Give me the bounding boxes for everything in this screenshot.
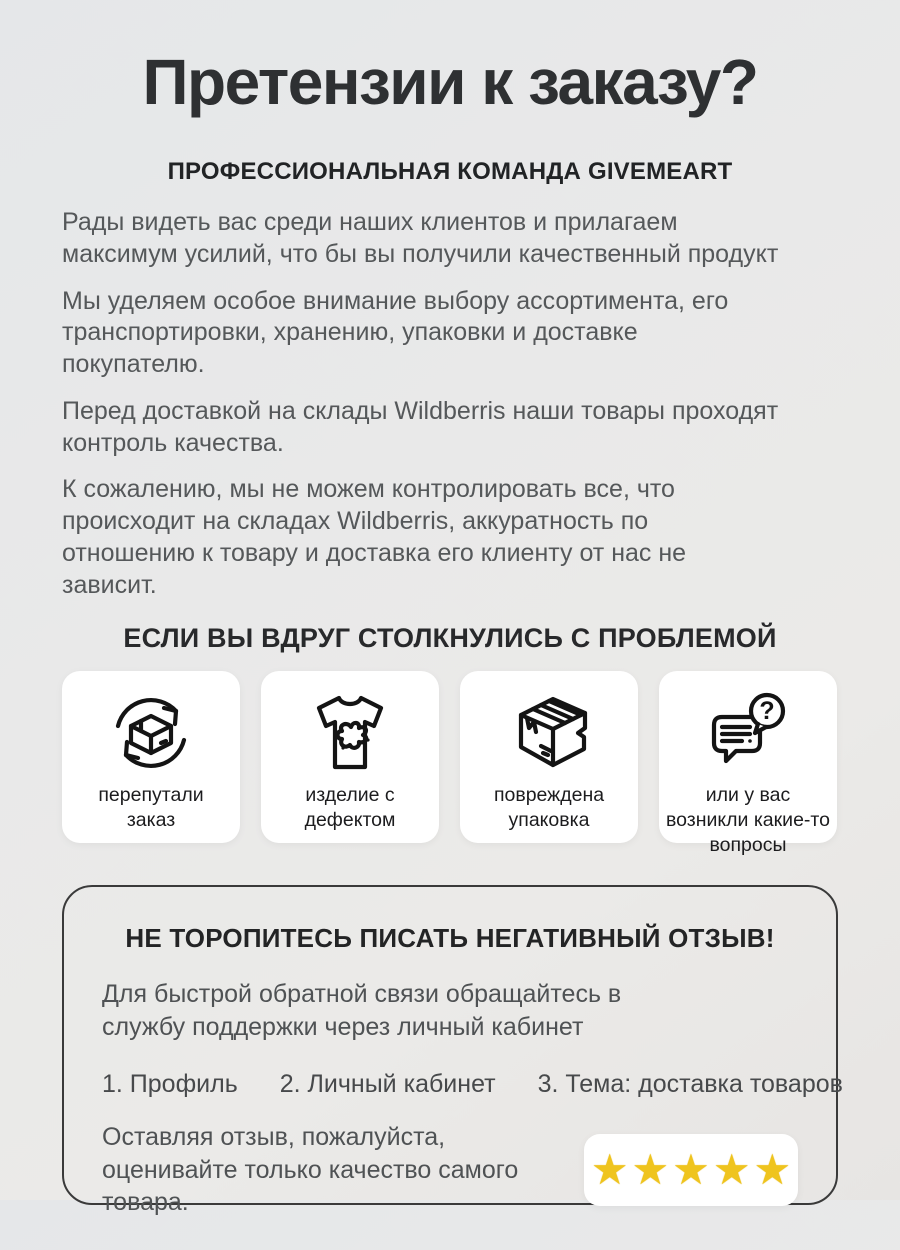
intro-paragraph-4: К сожалению, мы не можем контролировать все, что происходит на складах Wildberris, аккуратность по отношению к товару и доставка его клиенту от нас не зависит.	[62, 475, 687, 599]
damaged-box-icon	[501, 685, 597, 781]
intro-paragraphs	[62, 207, 838, 601]
notice-footer	[102, 1121, 798, 1219]
infographic-page	[0, 46, 900, 1250]
review-notice-box	[62, 885, 843, 1217]
card-label: или у вас возникли какие-то вопросы	[666, 784, 830, 857]
card-label: изделие с дефектом	[304, 784, 396, 832]
intro-paragraph-3: Перед доставкой на склады Wildberris наши товары проходят контроль качества.	[62, 396, 779, 457]
problem-cards	[62, 671, 838, 857]
star-icon: ★	[672, 1146, 710, 1193]
card-wrong-order	[62, 671, 240, 843]
card-label: повреждена упаковка	[493, 784, 605, 832]
notice-title: НЕ ТОРОПИТЕСЬ ПИСАТЬ НЕГАТИВНЫЙ ОТЗЫВ!	[125, 923, 775, 954]
star-icon: ★	[753, 1146, 792, 1193]
intro-paragraph-2: Мы уделяем особое внимание выбору ассортимента, его транспортировки, хранению, упаковки и доставке покупателю.	[62, 286, 729, 378]
card-questions	[659, 671, 837, 857]
card-defect	[261, 671, 439, 843]
intro-paragraph-1: Рады видеть вас среди наших клиентов и прилагаем максимум усилий, что бы вы получили качественный продукт	[62, 208, 779, 268]
page-title: Претензии к заказу?	[142, 46, 758, 118]
star-icon: ★	[590, 1146, 629, 1193]
footer-text: Оставляя отзыв, пожалуйста, оценивайте только качество самого товара.	[102, 1123, 519, 1217]
step-topic: 3. Тема: доставка товаров	[537, 1070, 843, 1099]
support-steps	[102, 1070, 843, 1099]
rating-stars	[584, 1134, 798, 1206]
star-icon: ★	[631, 1146, 670, 1193]
star-icon: ★	[712, 1146, 751, 1193]
card-label: перепутали заказ	[98, 784, 204, 832]
step-profile: 1. Профиль	[102, 1070, 238, 1099]
svg-text:?: ?	[759, 697, 775, 726]
box-swap-icon	[103, 685, 199, 781]
notice-text: Для быстрой обратной связи обращайтесь в службу поддержки через личный кабинет	[102, 980, 622, 1041]
team-subtitle: ПРОФЕССИОНАЛЬНАЯ КОМАНДА GIVEMEART	[167, 158, 733, 185]
card-damaged-package	[460, 671, 638, 843]
chat-question-icon	[700, 685, 796, 781]
problems-heading: ЕСЛИ ВЫ ВДРУГ СТОЛКНУЛИСЬ С ПРОБЛЕМОЙ	[123, 623, 777, 654]
step-account: 2. Личный кабинет	[279, 1070, 496, 1099]
tshirt-defect-icon	[302, 685, 398, 781]
